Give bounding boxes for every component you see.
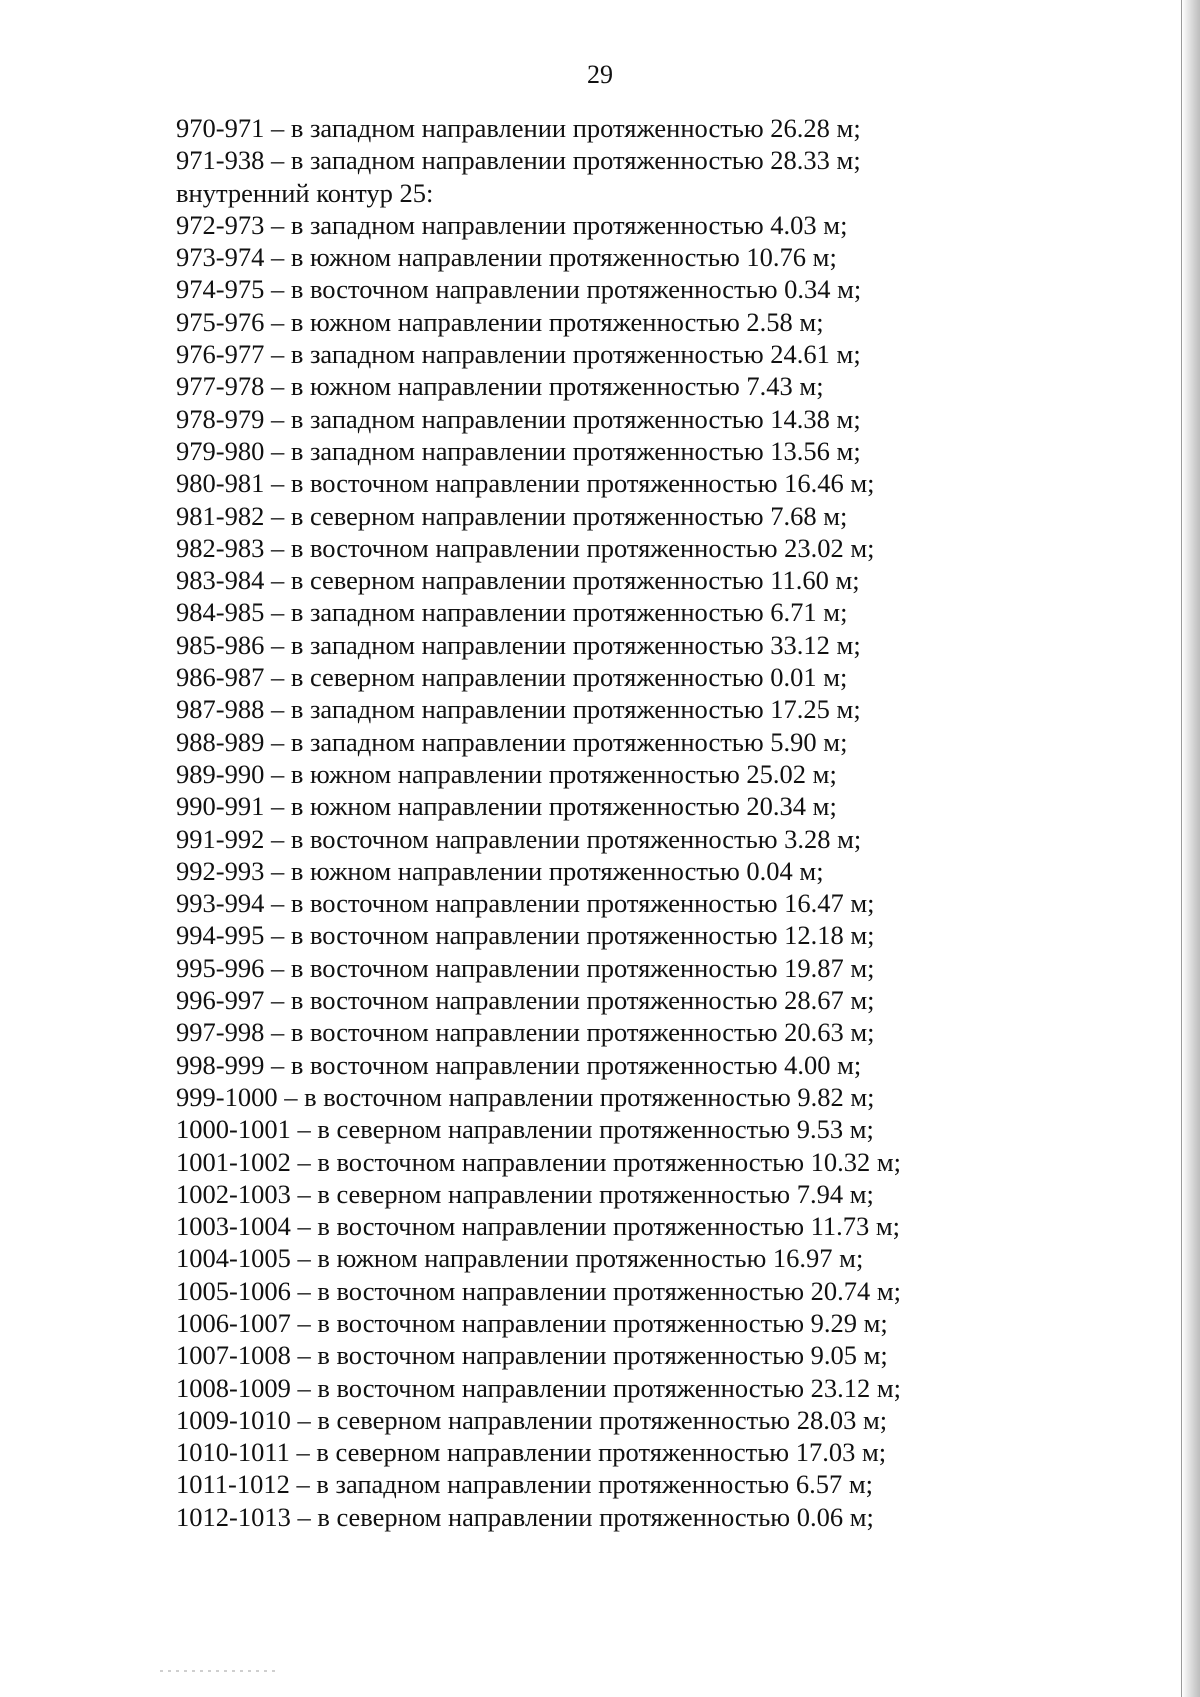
text-line: 1009-1010 – в северном направлении протяженностью 28.03 м; bbox=[176, 1404, 888, 1435]
text-line: 971-938 – в западном направлении протяженностью 28.33 м; bbox=[176, 145, 861, 176]
text-line: 973-974 – в южном направлении протяженностью 10.76 м; bbox=[176, 242, 837, 273]
text-line: 1001-1002 – в восточном направлении протяженностью 10.32 м; bbox=[176, 1146, 901, 1177]
text-line: 970-971 – в западном направлении протяженностью 26.28 м; bbox=[176, 113, 861, 143]
text-line: 1008-1009 – в восточном направлении протяженностью 23.12 м; bbox=[176, 1372, 901, 1403]
text-line: 1004-1005 – в южном направлении протяженностью 16.97 м; bbox=[176, 1243, 864, 1274]
text-line: 993-994 – в восточном направлении протяженностью 16.47 м; bbox=[176, 888, 875, 919]
text-line: 978-979 – в западном направлении протяженностью 14.38 м; bbox=[176, 403, 861, 434]
text-line: 975-976 – в южном направлении протяженностью 2.58 м; bbox=[176, 306, 824, 337]
text-line: 984-985 – в западном направлении протяженностью 6.71 м; bbox=[176, 597, 848, 628]
text-line: 994-995 – в восточном направлении протяженностью 12.18 м; bbox=[176, 920, 875, 951]
text-line: 980-981 – в восточном направлении протяженностью 16.46 м; bbox=[176, 468, 875, 499]
text-line: 1007-1008 – в восточном направлении протяженностью 9.05 м; bbox=[176, 1340, 888, 1371]
text-line: 972-973 – в западном направлении протяженностью 4.03 м; bbox=[176, 209, 848, 240]
text-line: 986-987 – в северном направлении протяженностью 0.01 м; bbox=[176, 662, 848, 693]
text-line: 998-999 – в восточном направлении протяженностью 4.00 м; bbox=[176, 1049, 862, 1080]
document-body bbox=[176, 112, 1156, 1533]
page-number: 29 bbox=[587, 60, 613, 89]
text-line: 989-990 – в южном направлении протяженностью 25.02 м; bbox=[176, 758, 837, 789]
text-line: 995-996 – в восточном направлении протяженностью 19.87 м; bbox=[176, 952, 875, 983]
text-line: 976-977 – в западном направлении протяженностью 24.61 м; bbox=[176, 339, 861, 370]
text-line: 987-988 – в западном направлении протяженностью 17.25 м; bbox=[176, 694, 861, 725]
text-line: 977-978 – в южном направлении протяженностью 7.43 м; bbox=[176, 371, 824, 402]
text-line: 1002-1003 – в северном направлении протяженностью 7.94 м; bbox=[176, 1178, 874, 1209]
text-line: 991-992 – в восточном направлении протяженностью 3.28 м; bbox=[176, 823, 862, 854]
section-heading: внутренний контур 25: bbox=[176, 177, 434, 208]
text-line: 988-989 – в западном направлении протяженностью 5.90 м; bbox=[176, 726, 848, 757]
text-line: 983-984 – в северном направлении протяженностью 11.60 м; bbox=[176, 565, 860, 596]
text-line: 996-997 – в восточном направлении протяженностью 28.67 м; bbox=[176, 985, 875, 1016]
text-line: 981-982 – в северном направлении протяженностью 7.68 м; bbox=[176, 500, 848, 531]
text-line: 985-986 – в западном направлении протяженностью 33.12 м; bbox=[176, 629, 861, 660]
text-line: 1011-1012 – в западном направлении протяженностью 6.57 м; bbox=[176, 1469, 873, 1500]
text-line: 1010-1011 – в северном направлении протяженностью 17.03 м; bbox=[176, 1437, 887, 1468]
scan-artifact bbox=[160, 1670, 280, 1672]
text-line: 1003-1004 – в восточном направлении протяженностью 11.73 м; bbox=[176, 1211, 901, 1242]
text-line: 992-993 – в южном направлении протяженностью 0.04 м; bbox=[176, 855, 824, 886]
text-line: 982-983 – в восточном направлении протяженностью 23.02 м; bbox=[176, 532, 875, 563]
text-line: 974-975 – в восточном направлении протяженностью 0.34 м; bbox=[176, 274, 862, 305]
text-line: 1012-1013 – в северном направлении протяженностью 0.06 м; bbox=[176, 1501, 874, 1532]
text-line: 990-991 – в южном направлении протяженностью 20.34 м; bbox=[176, 791, 837, 822]
text-line: 997-998 – в восточном направлении протяженностью 20.63 м; bbox=[176, 1017, 875, 1048]
text-line: 979-980 – в западном направлении протяженностью 13.56 м; bbox=[176, 435, 861, 466]
text-line: 999-1000 – в восточном направлении протяженностью 9.82 м; bbox=[176, 1081, 875, 1112]
text-line: 1005-1006 – в восточном направлении протяженностью 20.74 м; bbox=[176, 1275, 901, 1306]
text-line: 1006-1007 – в восточном направлении протяженностью 9.29 м; bbox=[176, 1307, 888, 1338]
text-line: 1000-1001 – в северном направлении протяженностью 9.53 м; bbox=[176, 1114, 874, 1145]
scan-edge-shadow bbox=[1182, 0, 1200, 1697]
